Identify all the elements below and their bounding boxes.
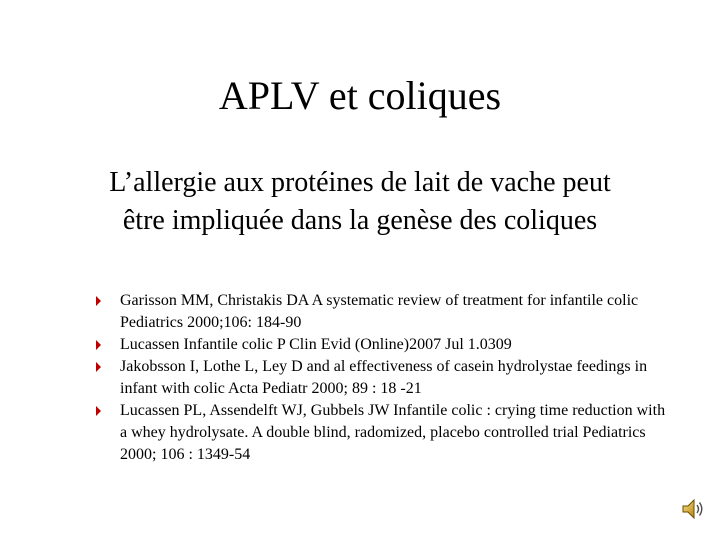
reference-text: Lucassen PL, Assendelft WJ, Gubbels JW Infantile colic : crying time reduction with a whey hydrolysate. A double blind, radomized, placebo controlled trial Pediatrics 2000; 106 : 1349-54 bbox=[120, 402, 666, 463]
reference-item bbox=[94, 356, 674, 400]
reference-text: Jakobsson I, Lothe L, Ley D and al effectiveness of casein hydrolystae feedings in infant with colic Acta Pediatr 2000; 89 : 18 -21 bbox=[120, 358, 648, 397]
reference-list bbox=[94, 290, 674, 466]
reference-item bbox=[94, 290, 674, 334]
triangle-bullet-icon bbox=[96, 362, 101, 372]
triangle-bullet-icon bbox=[96, 340, 101, 350]
slide-subtitle bbox=[40, 164, 680, 240]
triangle-bullet-icon bbox=[96, 406, 101, 416]
subtitle-line: L’allergie aux protéines de lait de vache peut bbox=[109, 167, 611, 198]
triangle-bullet-icon bbox=[96, 296, 101, 306]
slide-title: APLV et coliques bbox=[218, 73, 502, 118]
subtitle-line: être impliquée dans la genèse des coliques bbox=[122, 205, 598, 236]
reference-text: Garisson MM, Christakis DA A systematic review of treatment for infantile colic Pediatrics 2000;106: 184-90 bbox=[120, 292, 639, 331]
reference-item bbox=[94, 400, 674, 466]
speaker-icon[interactable] bbox=[680, 496, 706, 522]
reference-item bbox=[94, 334, 674, 356]
reference-text: Lucassen Infantile colic P Clin Evid (Online)2007 Jul 1.0309 bbox=[120, 336, 512, 353]
